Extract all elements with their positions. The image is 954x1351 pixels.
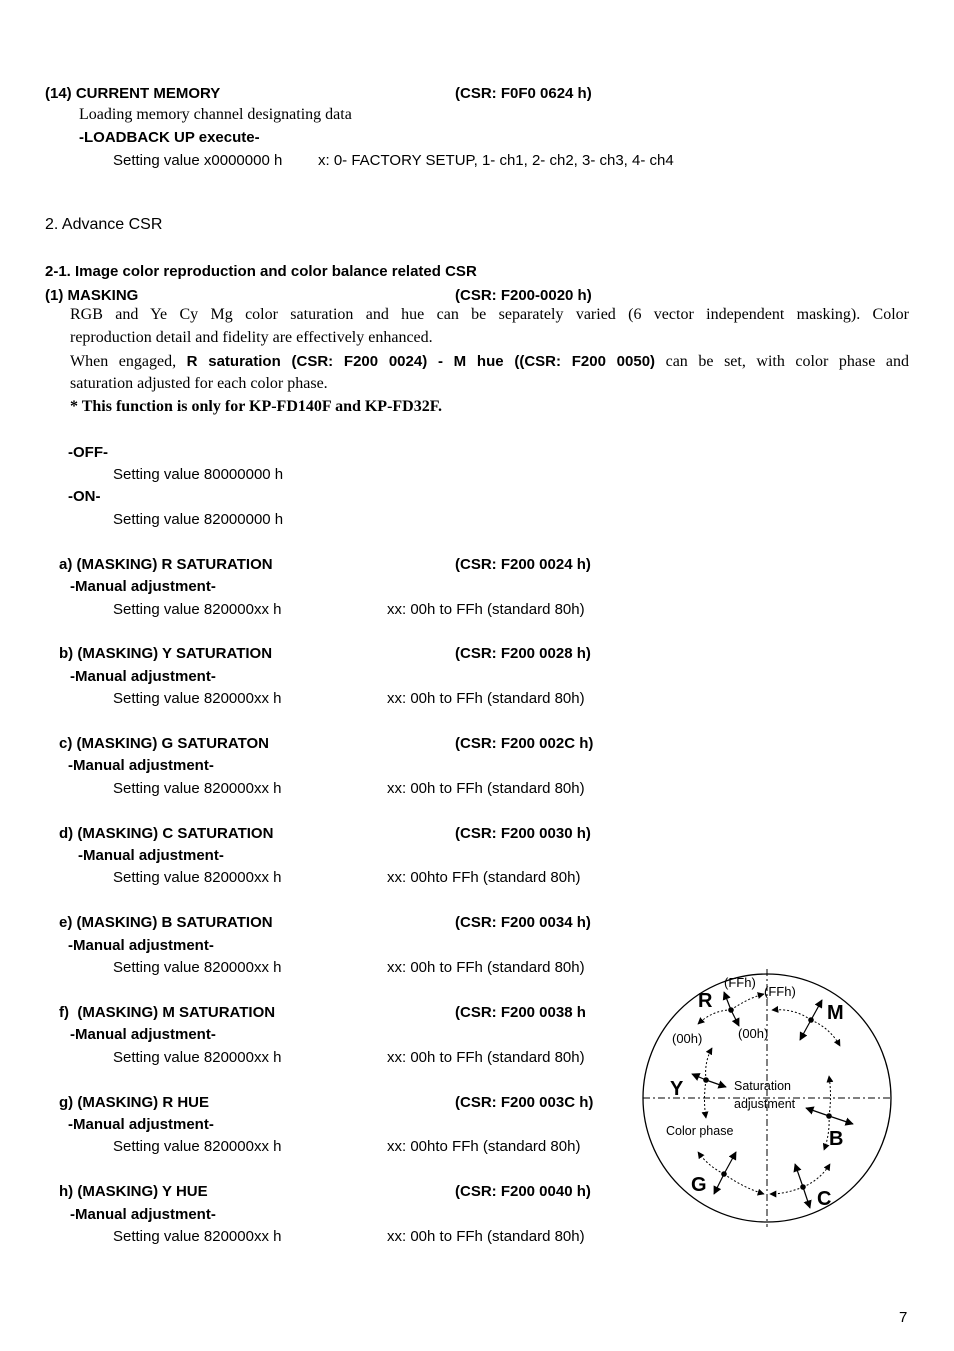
- label-color-phase: Color phase: [666, 1124, 734, 1138]
- item-mode: -Manual adjustment-: [70, 668, 216, 685]
- item-mode: -Manual adjustment-: [70, 578, 216, 595]
- item-setting: Setting value 820000xx h: [113, 780, 282, 797]
- item-range: xx: 00h to FFh (standard 80h): [387, 1049, 585, 1066]
- item-range: xx: 00h to FFh (standard 80h): [387, 690, 585, 707]
- color-vector-diagram: [638, 962, 898, 1234]
- masking-desc2-line1: When engaged, R saturation (CSR: F200 0024) - M hue ((CSR: F200 0050) can be set, with color phase and: [70, 353, 909, 370]
- item-setting: Setting value 820000xx h: [113, 1138, 282, 1155]
- current-memory-csr: (CSR: F0F0 0624 h): [455, 85, 592, 102]
- item-setting: Setting value 820000xx h: [113, 1228, 282, 1245]
- label-g: G: [691, 1174, 707, 1196]
- masking-on-setting: Setting value 82000000 h: [113, 511, 284, 528]
- current-memory-setting: Setting value x0000000 h: [113, 152, 283, 169]
- item-setting: Setting value 820000xx h: [113, 869, 282, 886]
- item-range: xx: 00h to FFh (standard 80h): [387, 601, 585, 618]
- item-setting: Setting value 820000xx h: [113, 690, 282, 707]
- item-heading: b) (MASKING) Y SATURATION: [59, 645, 273, 662]
- current-memory-heading: (14) CURRENT MEMORY: [45, 85, 221, 102]
- item-setting: Setting value 820000xx h: [113, 601, 282, 618]
- item-heading: g) (MASKING) R HUE: [59, 1094, 209, 1111]
- label-saturation: Saturation: [734, 1079, 791, 1093]
- item-csr: (CSR: F200 0034 h): [455, 914, 591, 931]
- vector-y: [692, 1048, 726, 1118]
- item-range: xx: 00h to FFh (standard 80h): [387, 1228, 585, 1245]
- label-00h-1: (00h): [672, 1031, 703, 1046]
- item-mode: -Manual adjustment-: [68, 757, 214, 774]
- page-number: 7: [899, 1309, 908, 1326]
- item-heading: h) (MASKING) Y HUE: [59, 1183, 208, 1200]
- item-csr: (CSR: F200 0038 h: [455, 1004, 586, 1021]
- label-m: M: [827, 1002, 844, 1024]
- item-mode: -Manual adjustment-: [68, 937, 214, 954]
- item-csr: (CSR: F200 0024 h): [455, 556, 591, 573]
- label-ffh-1: (FFh): [724, 975, 756, 990]
- masking-desc-line1: RGB and Ye Cy Mg color saturation and hue can be separately varied (6 vector independent masking). Color: [70, 306, 909, 323]
- label-adjustment: adjustment: [734, 1097, 796, 1111]
- item-range: xx: 00h to FFh (standard 80h): [387, 959, 585, 976]
- item-mode: -Manual adjustment-: [78, 847, 224, 864]
- item-heading: a) (MASKING) R SATURATION: [59, 556, 273, 573]
- masking-off-label: -OFF-: [68, 444, 108, 461]
- current-memory-desc: Loading memory channel designating data: [79, 106, 352, 123]
- masking-heading: (1) MASKING: [45, 287, 139, 304]
- item-heading: f) (MASKING) M SATURATION: [59, 1004, 276, 1021]
- current-memory-mode: -LOADBACK UP execute-: [79, 129, 260, 146]
- item-range: xx: 00hto FFh (standard 80h): [387, 1138, 581, 1155]
- masking-desc-line2: reproduction detail and fidelity are effectively enhanced.: [70, 329, 433, 346]
- item-csr: (CSR: F200 003C h): [455, 1094, 594, 1111]
- item-setting: Setting value 820000xx h: [113, 959, 282, 976]
- label-00h-2: (00h): [738, 1026, 769, 1041]
- label-y: Y: [670, 1078, 684, 1100]
- masking-off-setting: Setting value 80000000 h: [113, 466, 284, 483]
- label-ffh-2: (FFh): [764, 984, 796, 999]
- subsection-title: 2-1. Image color reproduction and color balance related CSR: [45, 263, 477, 280]
- item-heading: e) (MASKING) B SATURATION: [59, 914, 273, 931]
- masking-note: * This function is only for KP-FD140F and KP-FD32F.: [70, 398, 443, 415]
- label-c: C: [817, 1188, 832, 1210]
- item-csr: (CSR: F200 0028 h): [455, 645, 591, 662]
- item-range: xx: 00hto FFh (standard 80h): [387, 869, 581, 886]
- item-heading: d) (MASKING) C SATURATION: [59, 825, 274, 842]
- vector-g: [698, 1152, 764, 1194]
- item-csr: (CSR: F200 002C h): [455, 735, 594, 752]
- masking-desc2-line2: saturation adjusted for each color phase.: [70, 375, 328, 392]
- item-mode: -Manual adjustment-: [70, 1206, 216, 1223]
- current-memory-range: x: 0- FACTORY SETUP, 1- ch1, 2- ch2, 3- ch3, 4- ch4: [318, 152, 674, 169]
- label-r: R: [698, 990, 713, 1012]
- item-mode: -Manual adjustment-: [68, 1116, 214, 1133]
- masking-csr: (CSR: F200-0020 h): [455, 287, 592, 304]
- item-csr: (CSR: F200 0030 h): [455, 825, 591, 842]
- section-title: 2. Advance CSR: [45, 216, 163, 233]
- item-heading: c) (MASKING) G SATURATON: [59, 735, 269, 752]
- item-csr: (CSR: F200 0040 h): [455, 1183, 591, 1200]
- item-setting: Setting value 820000xx h: [113, 1049, 282, 1066]
- masking-on-label: -ON-: [68, 488, 101, 505]
- label-b: B: [829, 1128, 844, 1150]
- item-mode: -Manual adjustment-: [70, 1026, 216, 1043]
- item-range: xx: 00h to FFh (standard 80h): [387, 780, 585, 797]
